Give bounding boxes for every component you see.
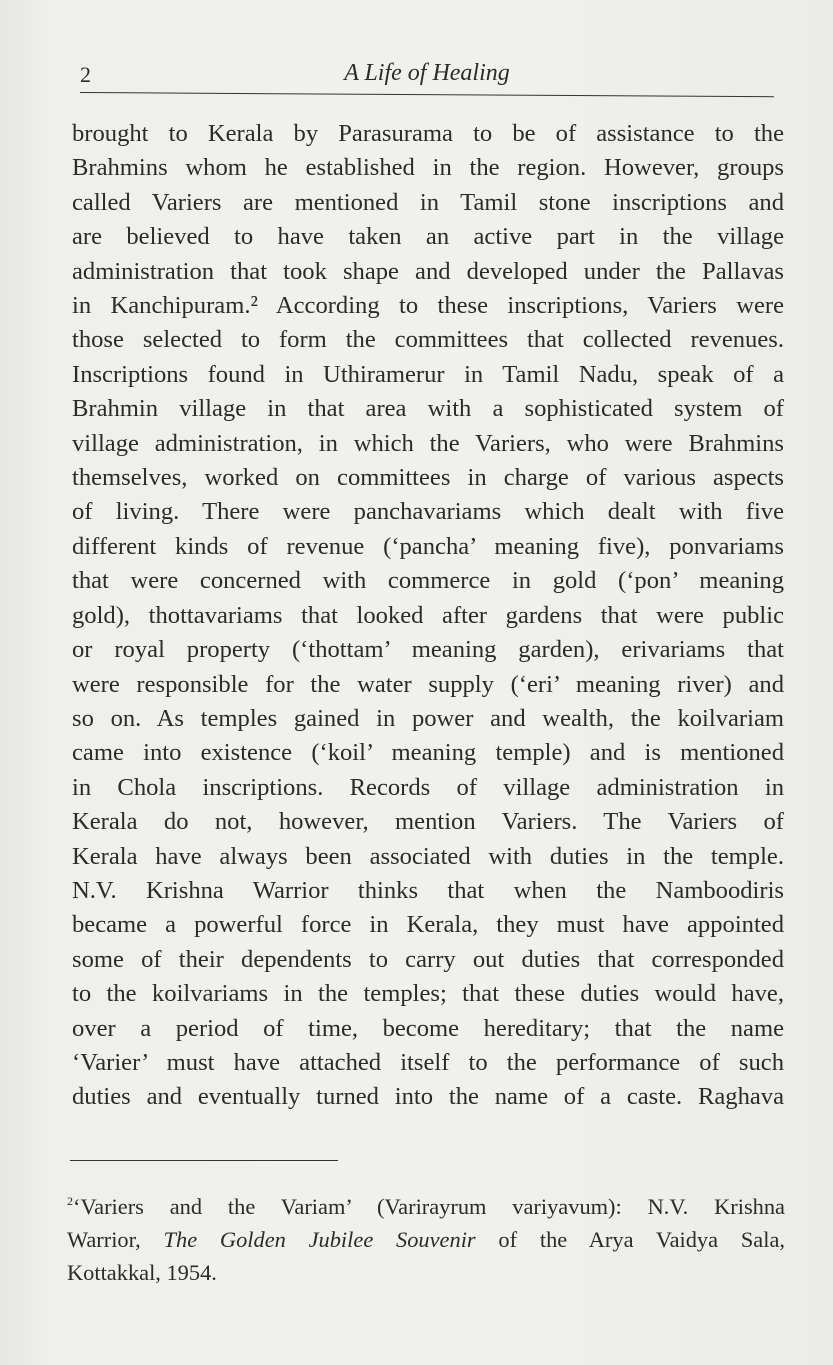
body-line: called Variers are mentioned in Tamil stone inscriptions and [72, 188, 784, 216]
body-line: were responsible for the water supply (‘eri’ meaning river) and [72, 670, 784, 698]
footnote-rule [70, 1160, 338, 1161]
body-line: N.V. Krishna Warrior thinks that when the Namboodiris [72, 876, 784, 904]
body-line: in Chola inscriptions. Records of village administration in [72, 773, 784, 801]
footnote [67, 1190, 785, 1289]
body-line: village administration, in which the Variers, who were Brahmins [72, 429, 784, 457]
body-line: of living. There were panchavariams which dealt with five [72, 498, 784, 526]
body-line: Inscriptions found in Uthiramerur in Tamil Nadu, speak of a [72, 360, 784, 388]
body-line: different kinds of revenue (‘pancha’ meaning five), ponvariams [72, 532, 784, 560]
body-line: in Kanchipuram.² According to these inscriptions, Variers were [72, 292, 784, 320]
body-line: Brahmin village in that area with a sophisticated system of [72, 395, 784, 423]
body-line: that were concerned with commerce in gold (‘pon’ meaning [72, 567, 784, 595]
footnote-marker: 2 [67, 1194, 73, 1208]
body-line: Kerala have always been associated with duties in the temple. [72, 842, 784, 870]
body-line: became a powerful force in Kerala, they must have appointed [72, 911, 784, 939]
running-title: A Life of Healing [344, 60, 510, 86]
body-line: duties and eventually turned into the name of a caste. Raghava [72, 1083, 784, 1111]
body-line: ‘Varier’ must have attached itself to the performance of such [72, 1048, 784, 1076]
body-line: over a period of time, become hereditary; that the name [72, 1014, 784, 1042]
body-line: gold), thottavariams that looked after gardens that were public [72, 601, 784, 629]
body-line: those selected to form the committees that collected revenues. [72, 326, 784, 354]
body-line: brought to Kerala by Parasurama to be of assistance to the [72, 120, 784, 147]
footnote-line: $^2$‘Variers and the Variam’ (Varirayrum variyavum): N.V. Krishna [67, 1194, 785, 1219]
body-line: came into existence (‘koil’ meaning temple) and is mentioned [72, 739, 784, 767]
body-line: Brahmins whom he established in the region. However, groups [72, 154, 784, 182]
body-line: administration that took shape and developed under the Pallavas [72, 257, 784, 285]
body-line: or royal property (‘thottam’ meaning garden), erivariams that [72, 636, 784, 664]
body-line: some of their dependents to carry out duties that corresponded [72, 945, 784, 973]
footnote-book-title: The Golden Jubilee Souvenir [163, 1227, 476, 1252]
body-text [72, 117, 784, 1115]
footnote-line: Kottakkal, 1954. [67, 1260, 217, 1285]
footnote-line: Warrior, The Golden Jubilee Souvenir of the Arya Vaidya Sala, [67, 1227, 785, 1252]
body-line: to the koilvariams in the temples; that these duties would have, [72, 980, 784, 1008]
page-number: 2 [80, 62, 91, 87]
page-header [80, 58, 774, 94]
body-line: themselves, worked on committees in charge of various aspects [72, 464, 784, 492]
body-line: so on. As temples gained in power and wealth, the koilvariam [72, 704, 784, 732]
body-line: Kerala do not, however, mention Variers. The Variers of [72, 808, 784, 836]
body-line: are believed to have taken an active part in the village [72, 223, 784, 251]
